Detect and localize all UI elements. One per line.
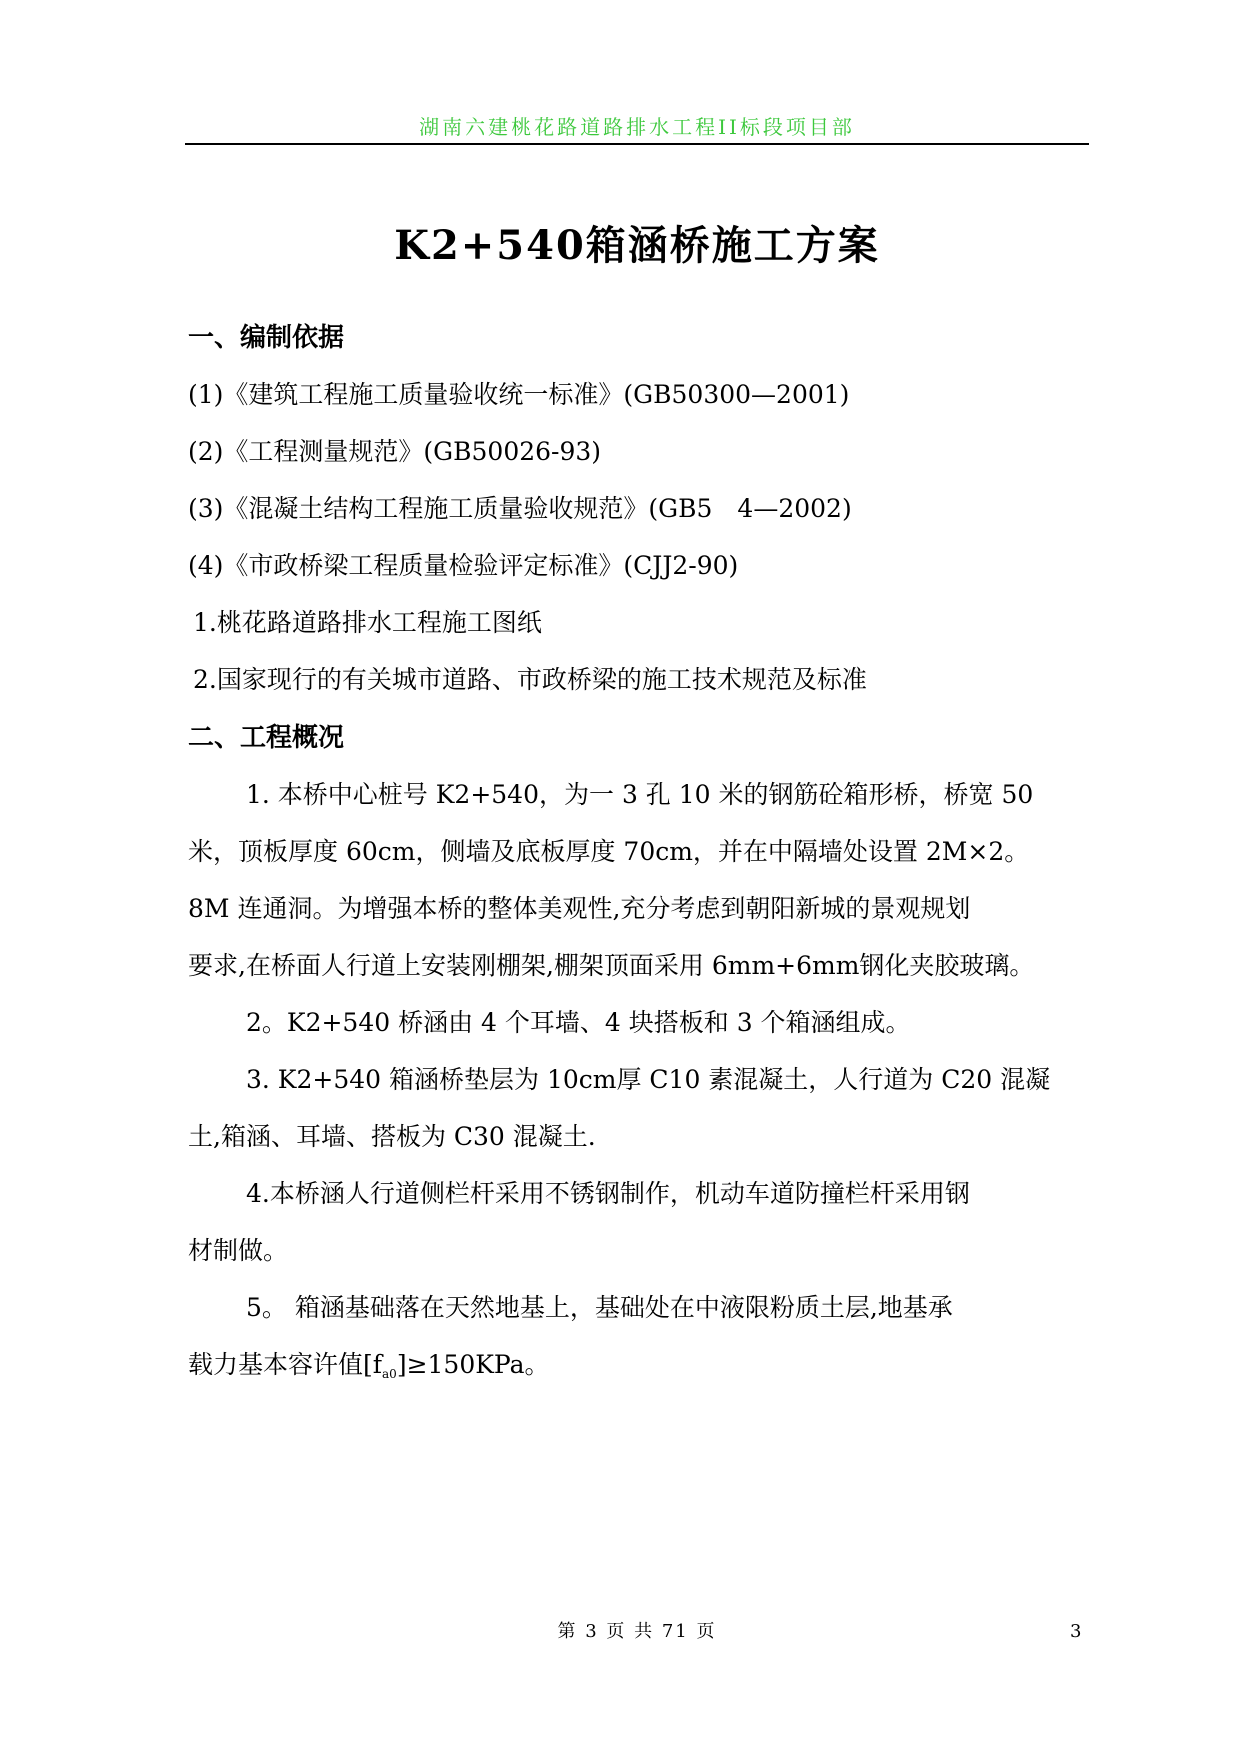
overview-p2: 2。K2+540 桥涵由 4 个耳墙、4 块搭板和 3 个箱涵组成。	[246, 1008, 911, 1037]
overview-p5-line-1: 5。 箱涵基础落在天然地基上，基础处在中液限粉质土层,地基承	[246, 1293, 953, 1322]
basis-item-3: (3)《混凝土结构工程施工质量验收规范》(GB5 4—2002)	[188, 494, 852, 523]
overview-p5-line-2	[188, 1347, 550, 1392]
basis-item-1: (1)《建筑工程施工质量验收统一标准》(GB50300—2001)	[188, 380, 850, 409]
bearing-capacity-subscript: a0	[382, 1367, 397, 1381]
overview-p1-line-4: 要求,在桥面人行道上安装刚棚架,棚架顶面采用 6mm+6mm钢化夹胶玻璃。	[188, 951, 1035, 980]
overview-p4-line-1: 4.本桥涵人行道侧栏杆采用不锈钢制作，机动车道防撞栏杆采用钢	[246, 1179, 970, 1208]
bearing-capacity-text-start: 载力基本容许值[f	[188, 1350, 383, 1379]
basis-item-4: (4)《市政桥梁工程质量检验评定标准》(CJJ2-90)	[188, 551, 739, 580]
bearing-capacity-text-end: ]≥150KPa。	[396, 1350, 550, 1379]
document-title: K2+540箱涵桥施工方案	[394, 222, 880, 269]
header-rule	[185, 143, 1089, 145]
running-header: 湖南六建桃花路道路排水工程II标段项目部	[419, 115, 855, 139]
page-number: 3	[1070, 1621, 1082, 1642]
basis-item-5: 1.桃花路道路排水工程施工图纸	[193, 608, 542, 637]
page-footer: 第 3 页 共 71 页	[557, 1621, 717, 1642]
overview-p4-line-2: 材制做。	[188, 1236, 289, 1265]
overview-p3-line-2: 土,箱涵、耳墙、搭板为 C30 混凝土.	[188, 1122, 596, 1151]
section-2-heading: 二、工程概况	[188, 723, 345, 753]
overview-p1-line-2: 米，顶板厚度 60cm，侧墙及底板厚度 70cm，并在中隔墙处设置 2M×2。	[188, 837, 1030, 866]
basis-item-2: (2)《工程测量规范》(GB50026-93)	[188, 437, 602, 466]
section-1-heading: 一、编制依据	[188, 323, 345, 353]
basis-item-6: 2.国家现行的有关城市道路、市政桥梁的施工技术规范及标准	[193, 665, 867, 694]
overview-p1-line-1: 1. 本桥中心桩号 K2+540，为一 3 孔 10 米的钢筋砼箱形桥，桥宽 50	[246, 780, 1034, 809]
overview-p3-line-1: 3. K2+540 箱涵桥垫层为 10cm厚 C10 素混凝土，人行道为 C20 混凝	[246, 1065, 1051, 1094]
overview-p1-line-3: 8M 连通洞。为增强本桥的整体美观性,充分考虑到朝阳新城的景观规划	[188, 894, 971, 923]
